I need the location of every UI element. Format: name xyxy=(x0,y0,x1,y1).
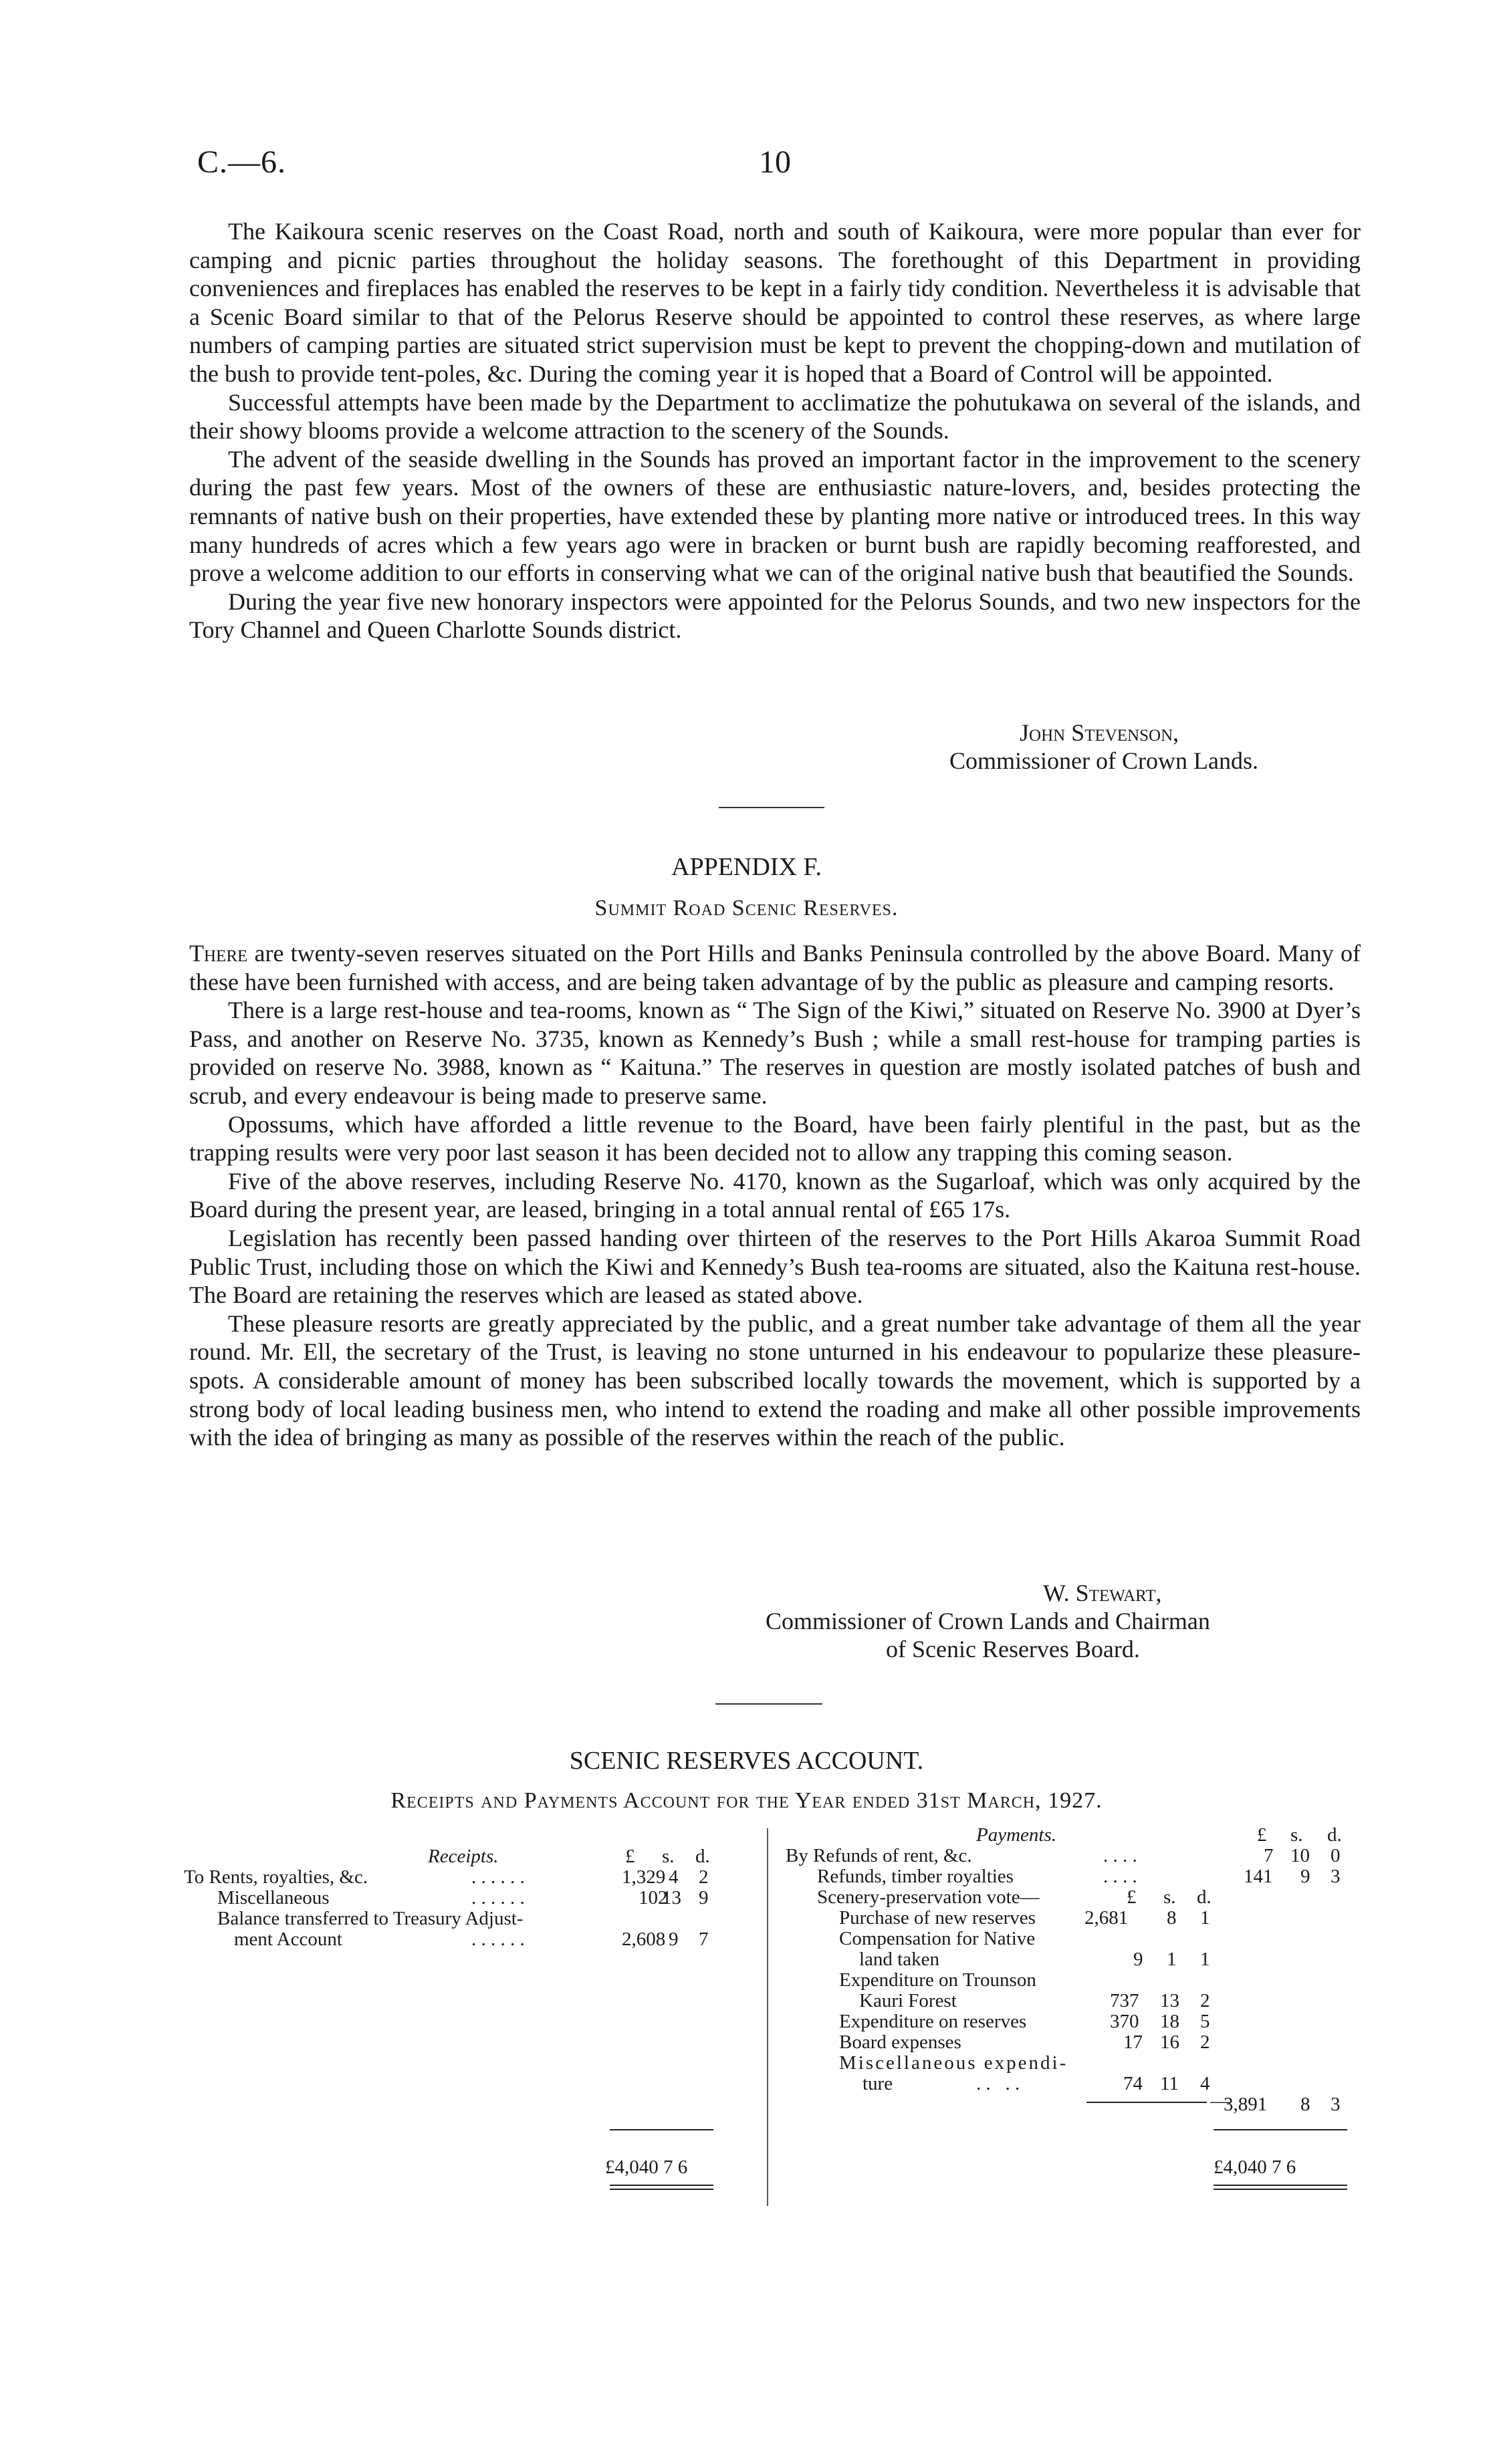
sub-item-pounds: 737 xyxy=(1110,1990,1139,2011)
receipts-total: £4,040 7 6 xyxy=(605,2157,688,2178)
leader-dots: . . . . xyxy=(1103,1845,1137,1866)
receipt-label: Miscellaneous xyxy=(217,1887,330,1908)
total-double-rule xyxy=(1214,2185,1347,2190)
payment-label: Scenery-preservation vote— xyxy=(817,1886,1040,1908)
leader-dots: . . . . . . xyxy=(471,1887,525,1908)
receipt-pence: 2 xyxy=(699,1866,709,1888)
sub-item-label: Expenditure on Trounson xyxy=(839,1969,1036,1991)
subtotal-rule xyxy=(1086,2102,1207,2103)
receipt-shillings: 4 xyxy=(669,1866,679,1888)
sub-item-pounds: 2,681 xyxy=(1084,1907,1129,1929)
intro-paragraph: The Kaikoura scenic reserves on the Coast Road, north and south of Kaikoura, were more popular than ever for camping and picnic parties throughout the holiday seasons. The forethought of this Department in providing conveniences and fireplaces has enabled the reserves to be kept in a fairly tidy condition. Nevertheless it is advisable that a Scenic Board similar to that of the Pelorus Reserve should be appointed to control these reserves, as where large numbers of camping parties are situated strict supervision must be kept to prevent the chopping-down and mutilation of the bush to provide tent-poles, &c. During the coming year it is hoped that a Board of Control will be appointed. xyxy=(189,218,1361,387)
payment-shillings: 10 xyxy=(1290,1845,1310,1866)
page-number: 10 xyxy=(759,144,791,180)
sub-item-shillings: 13 xyxy=(1160,1990,1179,2011)
sub-item-pence: 2 xyxy=(1200,2031,1210,2053)
appendix-paragraph: There is a large rest-house and tea-rooms, known as “ The Sign of the Kiwi,” situated on Reserve No. 3900 at Dyer’s Pass, and another on Reserve No. 3735, known as Kennedy’s Bush ; while a small rest-house for tramping parties is provided on reserve No. 3988, known as “ Kaituna.” The reserves in question are mostly isolated patches of bush and scrub, and every endeavour is being made to preserve same. xyxy=(189,997,1361,1109)
vote-total-arrow: — xyxy=(1210,2090,1230,2112)
receipt-pounds: 102 xyxy=(639,1887,668,1908)
sub-item-shillings: 8 xyxy=(1167,1907,1177,1929)
sub-item-pence: 2 xyxy=(1200,1990,1210,2011)
appendix-paragraph: Opossums, which have afforded a little revenue to the Board, have been fairly plentiful in the past, but as the trapping results were very poor last season it has been decided not to allow any trapping this coming season. xyxy=(189,1110,1361,1166)
payment-pence: 0 xyxy=(1331,1845,1341,1866)
sub-col-pence: d. xyxy=(1197,1886,1212,1908)
sub-item-label: Expenditure on reserves xyxy=(839,2011,1027,2032)
running-head-code: C.—6. xyxy=(197,144,287,180)
sub-col-pounds: £ xyxy=(1127,1886,1137,1908)
payment-pounds: 7 xyxy=(1264,1845,1274,1866)
sub-col-shillings: s. xyxy=(1163,1886,1176,1908)
receipt-pence: 7 xyxy=(699,1929,709,1950)
payment-label: Refunds, timber royalties xyxy=(817,1866,1014,1887)
leader-dots: . . . . xyxy=(1103,1866,1137,1887)
intro-signature-name: John Stevenson, xyxy=(1020,719,1179,746)
leader-dots: . . . . . . xyxy=(471,1929,525,1950)
payments-total: £4,040 7 6 xyxy=(1214,2157,1296,2178)
appendix-signature-name: W. Stewart, xyxy=(1043,1580,1162,1606)
sub-item-pounds: 74 xyxy=(1123,2073,1143,2094)
appendix-paragraph: There are twenty-seven reserves situated on the Port Hills and Banks Peninsula controlled by the above Board. Many of these have been furnished with access, and are being taken advantage of by the public as pleasure and camping resorts. xyxy=(189,940,1361,995)
sum-rule xyxy=(1214,2129,1347,2130)
sub-item-pounds: 17 xyxy=(1123,2031,1143,2053)
sub-item-label: Miscellaneous expendi- xyxy=(839,2052,1068,2074)
account-title: SCENIC RESERVES ACCOUNT. xyxy=(569,1747,924,1775)
sub-item-label: Kauri Forest xyxy=(859,1990,957,2011)
sub-item-pence: 1 xyxy=(1200,1907,1210,1929)
sub-item-shillings: 11 xyxy=(1160,2073,1179,2094)
appendix-subheading: Summit Road Scenic Reserves. xyxy=(594,896,899,920)
sub-item-pence: 4 xyxy=(1200,2073,1210,2094)
intro-paragraph: The advent of the seaside dwelling in the Sounds has proved an important factor in the improvement to the scenery during the past few years. Most of the owners of these are enthusiastic nature-lovers, and, besides protecting the remnants of native bush on their properties, have extended these by planting more native or introduced trees. In this way many hundreds of acres which a few years ago were in bracken or burnt bush are rapidly becoming reafforested, and prove a welcome addition to our efforts in conserving what we can of the original native bush that beautified the Sounds. xyxy=(189,445,1361,587)
sub-item-pence: 5 xyxy=(1200,2011,1210,2032)
sub-item-pounds: 9 xyxy=(1133,1949,1143,1970)
col-pounds: £ xyxy=(625,1846,635,1867)
col-pounds: £ xyxy=(1257,1824,1267,1846)
receipt-label: ment Account xyxy=(234,1929,342,1950)
receipt-shillings: 9 xyxy=(669,1929,679,1950)
sub-item-label: Compensation for Native xyxy=(839,1928,1036,1949)
receipt-label: To Rents, royalties, &c. xyxy=(184,1866,368,1888)
appendix-heading: APPENDIX F. xyxy=(671,853,822,881)
receipt-shillings: 13 xyxy=(662,1887,681,1908)
account-subtitle: Receipts and Payments Account for the Year ended 31st March, 1927. xyxy=(390,1788,1103,1813)
appendix-paragraph: Legislation has recently been passed handing over thirteen of the reserves to the Port Hills Akaroa Summit Road Public Trust, including those on which the Kiwi and Kennedy’s Bush tea-rooms are situated, also the Kaituna rest-house. The Board are retaining the reserves which are leased as stated above. xyxy=(189,1224,1361,1309)
intro-signature-title: Commissioner of Crown Lands. xyxy=(949,747,1258,774)
col-shillings: s. xyxy=(662,1846,675,1867)
payments-heading: Payments. xyxy=(976,1824,1056,1846)
sub-item-label: Board expenses xyxy=(839,2031,961,2053)
vote-total-pounds: 3,891 xyxy=(1224,2094,1268,2115)
appendix-signature-title: Commissioner of Crown Lands and Chairman xyxy=(766,1608,1210,1634)
sub-item-shillings: 16 xyxy=(1160,2031,1179,2053)
vote-total-shillings: 8 xyxy=(1300,2094,1310,2115)
col-pence: d. xyxy=(1327,1824,1342,1846)
sub-item-label: land taken xyxy=(859,1949,939,1970)
payment-pounds: 141 xyxy=(1244,1866,1273,1887)
vote-total-pence: 3 xyxy=(1331,2094,1341,2115)
appendix-paragraph: These pleasure resorts are greatly appreciated by the public, and a great number take advantage of them all the year round. Mr. Ell, the secretary of the Trust, is leaving no stone unturned in his endeavour to popularize these pleasure-spots. A considerable amount of money has been subscribed locally towards the movement, which is supported by a strong body of local leading business men, who intend to extend the roading and make all other possible improvements with the idea of bringing as many as possible of the reserves within the reach of the public. xyxy=(189,1310,1361,1451)
receipts-heading: Receipts. xyxy=(428,1846,499,1867)
payment-pence: 3 xyxy=(1331,1866,1341,1887)
col-shillings: s. xyxy=(1290,1824,1303,1846)
sub-item-shillings: 1 xyxy=(1167,1949,1177,1970)
payment-shillings: 9 xyxy=(1300,1866,1310,1887)
receipt-pence: 9 xyxy=(699,1887,709,1908)
intro-paragraph: During the year five new honorary inspectors were appointed for the Pelorus Sounds, and two new inspectors for the Tory Channel and Queen Charlotte Sounds district. xyxy=(189,588,1361,644)
sub-item-pounds: 370 xyxy=(1110,2011,1139,2032)
receipt-pounds: 1,329 xyxy=(622,1866,666,1888)
receipt-pounds: 2,608 xyxy=(622,1929,666,1950)
sub-item-shillings: 18 xyxy=(1160,2011,1179,2032)
leader-dots: . . . . . . xyxy=(471,1866,525,1888)
sub-item-pence: 1 xyxy=(1200,1949,1210,1970)
leader-dots: . . . . xyxy=(976,2073,1020,2094)
sub-item-label: ture xyxy=(863,2073,893,2094)
intro-paragraph: Successful attempts have been made by the Department to acclimatize the pohutukawa on several of the islands, and their showy blooms provide a welcome attraction to the scenery of the Sounds. xyxy=(189,388,1361,445)
payment-label: By Refunds of rent, &c. xyxy=(786,1845,972,1866)
appendix-signature-title: of Scenic Reserves Board. xyxy=(886,1636,1140,1662)
col-pence: d. xyxy=(695,1846,710,1867)
drop-word: There xyxy=(189,940,248,967)
receipt-label: Balance transferred to Treasury Adjust- xyxy=(217,1908,524,1929)
sub-item-label: Purchase of new reserves xyxy=(839,1907,1036,1929)
appendix-paragraph: Five of the above reserves, including Reserve No. 4170, known as the Sugarloaf, which was only acquired by the Board during the present year, are leased, bringing in a total annual rental of £65 17s. xyxy=(189,1167,1361,1223)
